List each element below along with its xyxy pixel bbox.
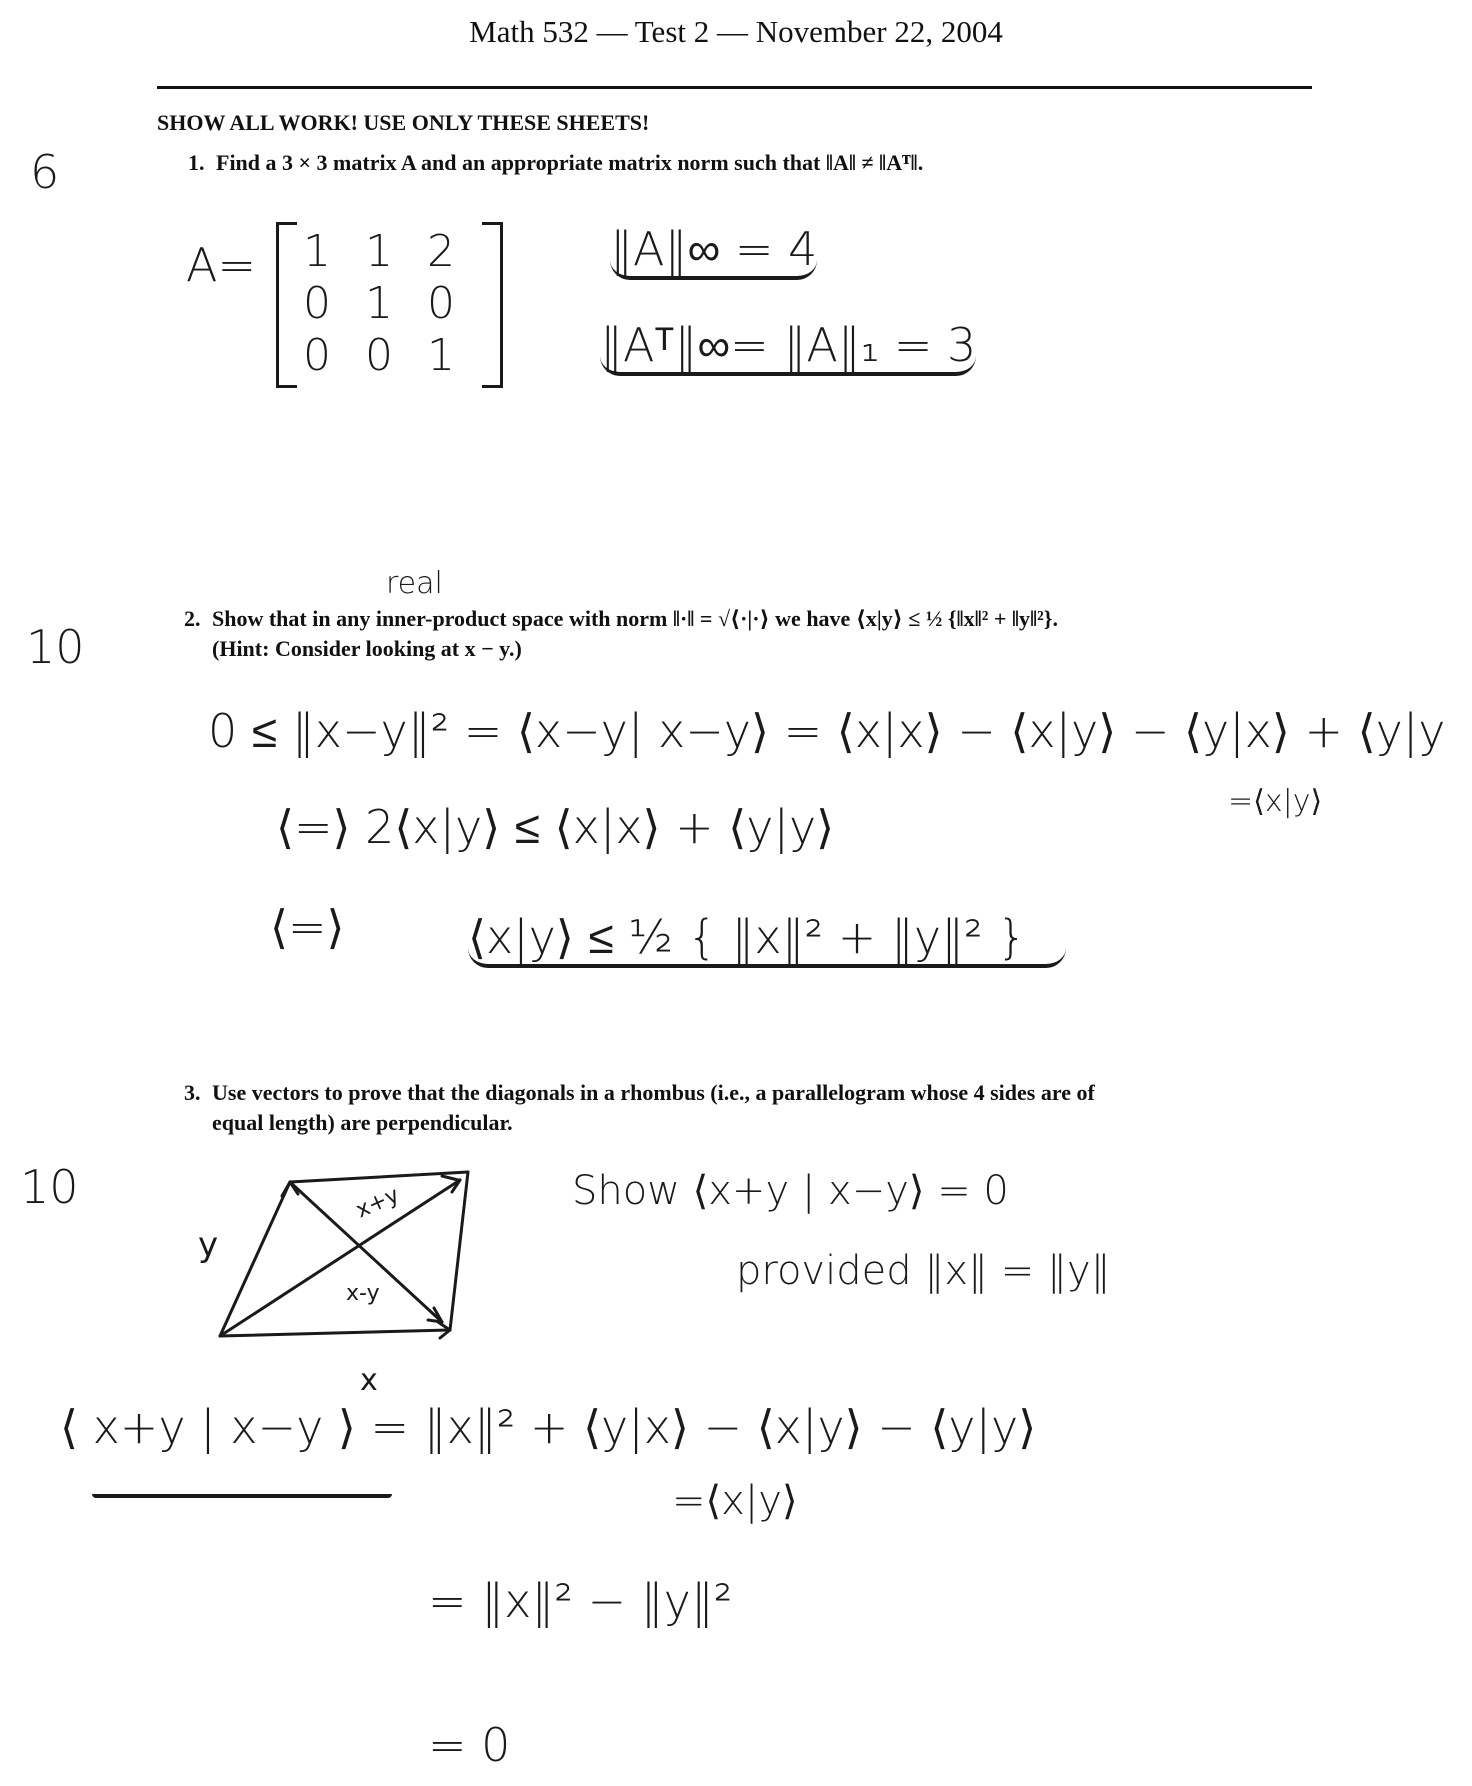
insert-real: real — [386, 566, 443, 601]
matrix-row — [286, 278, 472, 330]
answer-q3-provided: provided ‖x‖ = ‖y‖ — [736, 1248, 1111, 1294]
question-text-cont: equal length) are perpendicular. — [212, 1110, 513, 1135]
rhombus-side-right — [450, 1172, 468, 1330]
arrowhead-left — [282, 1182, 298, 1196]
rhombus-side-bottom — [220, 1330, 450, 1336]
matrix-label: A= — [186, 238, 257, 292]
answer-q2-line1: 0 ≤ ‖x−y‖² = ⟨x−y| x−y⟩ = ⟨x|x⟩ − ⟨x|y⟩ − ⟨y|x⟩ + ⟨y|y — [208, 704, 1446, 758]
score-q2: 10 — [26, 620, 85, 674]
header-rule — [157, 86, 1312, 89]
answer-q1-line1: ‖A‖∞ = 4 — [610, 222, 817, 280]
matrix-cell: 0 — [303, 330, 331, 381]
label-x-minus-y: x-y — [346, 1281, 380, 1306]
matrix-body — [286, 226, 472, 382]
label-x: x — [360, 1363, 378, 1398]
question-hint: (Hint: Consider looking at x − y.) — [212, 636, 522, 661]
matrix-cell: 0 — [427, 278, 455, 329]
question-3 — [184, 1078, 1324, 1138]
answer-q3-eq3: = 0 — [428, 1718, 511, 1772]
matrix-row — [286, 226, 472, 278]
matrix-cell: 1 — [365, 226, 393, 277]
question-text: Use vectors to prove that the diagonals in a rhombus (i.e., a parallelogram whose 4 sides are of — [212, 1080, 1095, 1105]
answer-q3-show: Show ⟨x+y | x−y⟩ = 0 — [572, 1168, 1009, 1214]
answer-q2-note: =⟨x|y⟩ — [1228, 784, 1323, 819]
answer-q3-eq2: = ‖x‖² − ‖y‖² — [428, 1574, 733, 1628]
instructions: SHOW ALL WORK! USE ONLY THESE SHEETS! — [157, 110, 650, 135]
question-number: 2. — [184, 606, 201, 631]
answer-q2-line3-prefix: ⟨=⟩ — [270, 900, 345, 954]
question-text: Find a 3 × 3 matrix A and an appropriate matrix norm such that ‖A‖ ≠ ‖Aᵀ‖. — [216, 150, 924, 175]
matrix-bracket-right — [482, 222, 503, 388]
question-text: Show that in any inner-product space with norm ‖·‖ = √⟨·|·⟩ we have ⟨x|y⟩ ≤ ½ {‖x‖² + ‖y‖²}. — [212, 606, 1058, 631]
matrix-cell: 1 — [303, 226, 331, 277]
score-q3: 10 — [20, 1160, 79, 1214]
page-title: Math 532 — Test 2 — November 22, 2004 — [469, 14, 1003, 49]
label-y: y — [198, 1225, 219, 1265]
matrix-cell: 1 — [427, 330, 455, 381]
question-number: 3. — [184, 1080, 201, 1105]
matrix-cell: 1 — [365, 278, 393, 329]
rhombus-diagram — [190, 1160, 490, 1400]
answer-q3-underline — [92, 1494, 392, 1498]
matrix-cell: 0 — [303, 278, 331, 329]
answer-q3-eq1: ⟨ x+y | x−y ⟩ = ‖x‖² + ⟨y|x⟩ − ⟨x|y⟩ − ⟨y|y⟩ — [60, 1400, 1037, 1454]
question-2 — [184, 604, 1324, 664]
matrix-cell: 0 — [365, 330, 393, 381]
question-number: 1. — [188, 150, 205, 175]
matrix-row — [286, 330, 472, 382]
answer-q1-line2: ‖Aᵀ‖∞= ‖A‖₁ = 3 — [600, 318, 976, 376]
answer-q2-line3: ⟨x|y⟩ ≤ ½ { ‖x‖² + ‖y‖² } — [468, 910, 1066, 968]
answer-q3-eq1-note: =⟨x|y⟩ — [672, 1478, 798, 1524]
matrix-cell: 2 — [427, 226, 455, 277]
score-q1: 6 — [30, 145, 60, 199]
answer-q2-line2: ⟨=⟩ 2⟨x|y⟩ ≤ ⟨x|x⟩ + ⟨y|y⟩ — [276, 800, 835, 854]
question-1 — [188, 148, 1318, 178]
label-x-plus-y: x+y — [352, 1182, 404, 1224]
